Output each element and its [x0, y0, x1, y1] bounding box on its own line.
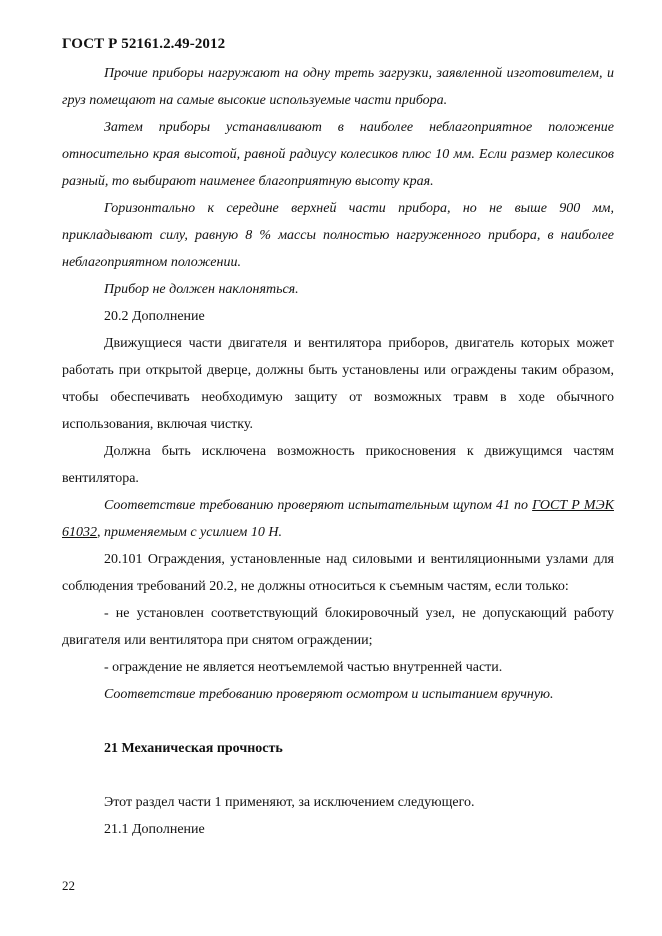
list-item-interlock: - не установлен соответствующий блокировочный узел, не допускающий работу двигателя или вентилятора при снятом ограждении; [62, 606, 614, 648]
clause-20-2-heading: 20.2 Дополнение [104, 309, 205, 324]
standard-reference-link[interactable]: ГОСТ Р МЭК 61032 [62, 498, 614, 540]
clause-20-101: 20.101 Ограждения, установленные над силовыми и вентиляционными узлами для соблюдения требований 20.2, не должны относиться к съемным частям, если только: [62, 552, 614, 594]
paragraph-test-probe [62, 492, 614, 546]
paragraph-edge-position: Затем приборы устанавливают в наиболее неблагоприятное положение относительно края высотой, равной радиусу колесиков плюс 10 мм. Если размер колесиков разный, то выбирают наименее благоприятную высоту края. [62, 120, 614, 189]
list-item-guard: - ограждение не является неотъемлемой частью внутренней части. [104, 660, 503, 675]
paragraph-fan-contact: Должна быть исключена возможность прикосновения к движущимся частям вентилятора. [62, 444, 614, 486]
section-21-title: 21 Механическая прочность [104, 741, 283, 756]
clause-21-1-heading: 21.1 Дополнение [104, 822, 205, 837]
document-body [62, 60, 614, 843]
page-number: 22 [62, 878, 75, 893]
paragraph-load-third: Прочие приборы нагружают на одну треть загрузки, заявленной изготовителем, и груз помещают на самые высокие используемые части прибора. [62, 66, 614, 108]
paragraph-horizontal-force: Горизонтально к середине верхней части прибора, но не выше 900 мм, прикладывают силу, равную 8 % массы полностью нагруженного прибора, в наиболее неблагоприятном положении. [62, 201, 614, 270]
paragraph-section-applies: Этот раздел части 1 применяют, за исключением следующего. [104, 795, 475, 810]
section-spacer [62, 708, 614, 735]
standard-header: ГОСТ Р 52161.2.49-2012 [62, 36, 226, 52]
section-spacer [62, 762, 614, 789]
test-probe-text-end: , применяемым с усилием 10 Н. [97, 525, 282, 540]
paragraph-inspection: Соответствие требованию проверяют осмотром и испытанием вручную. [104, 687, 554, 702]
paragraph-no-tilt: Прибор не должен наклоняться. [104, 282, 299, 297]
test-probe-text-start: Соответствие требованию проверяют испытательным щупом 41 по [104, 498, 533, 513]
paragraph-moving-parts: Движущиеся части двигателя и вентилятора приборов, двигатель которых может работать при открытой дверце, должны быть установлены или ограждены таким образом, чтобы обеспечивать необходимую защиту от возможных травм в ходе обычного использования, включая чистку. [62, 336, 614, 432]
